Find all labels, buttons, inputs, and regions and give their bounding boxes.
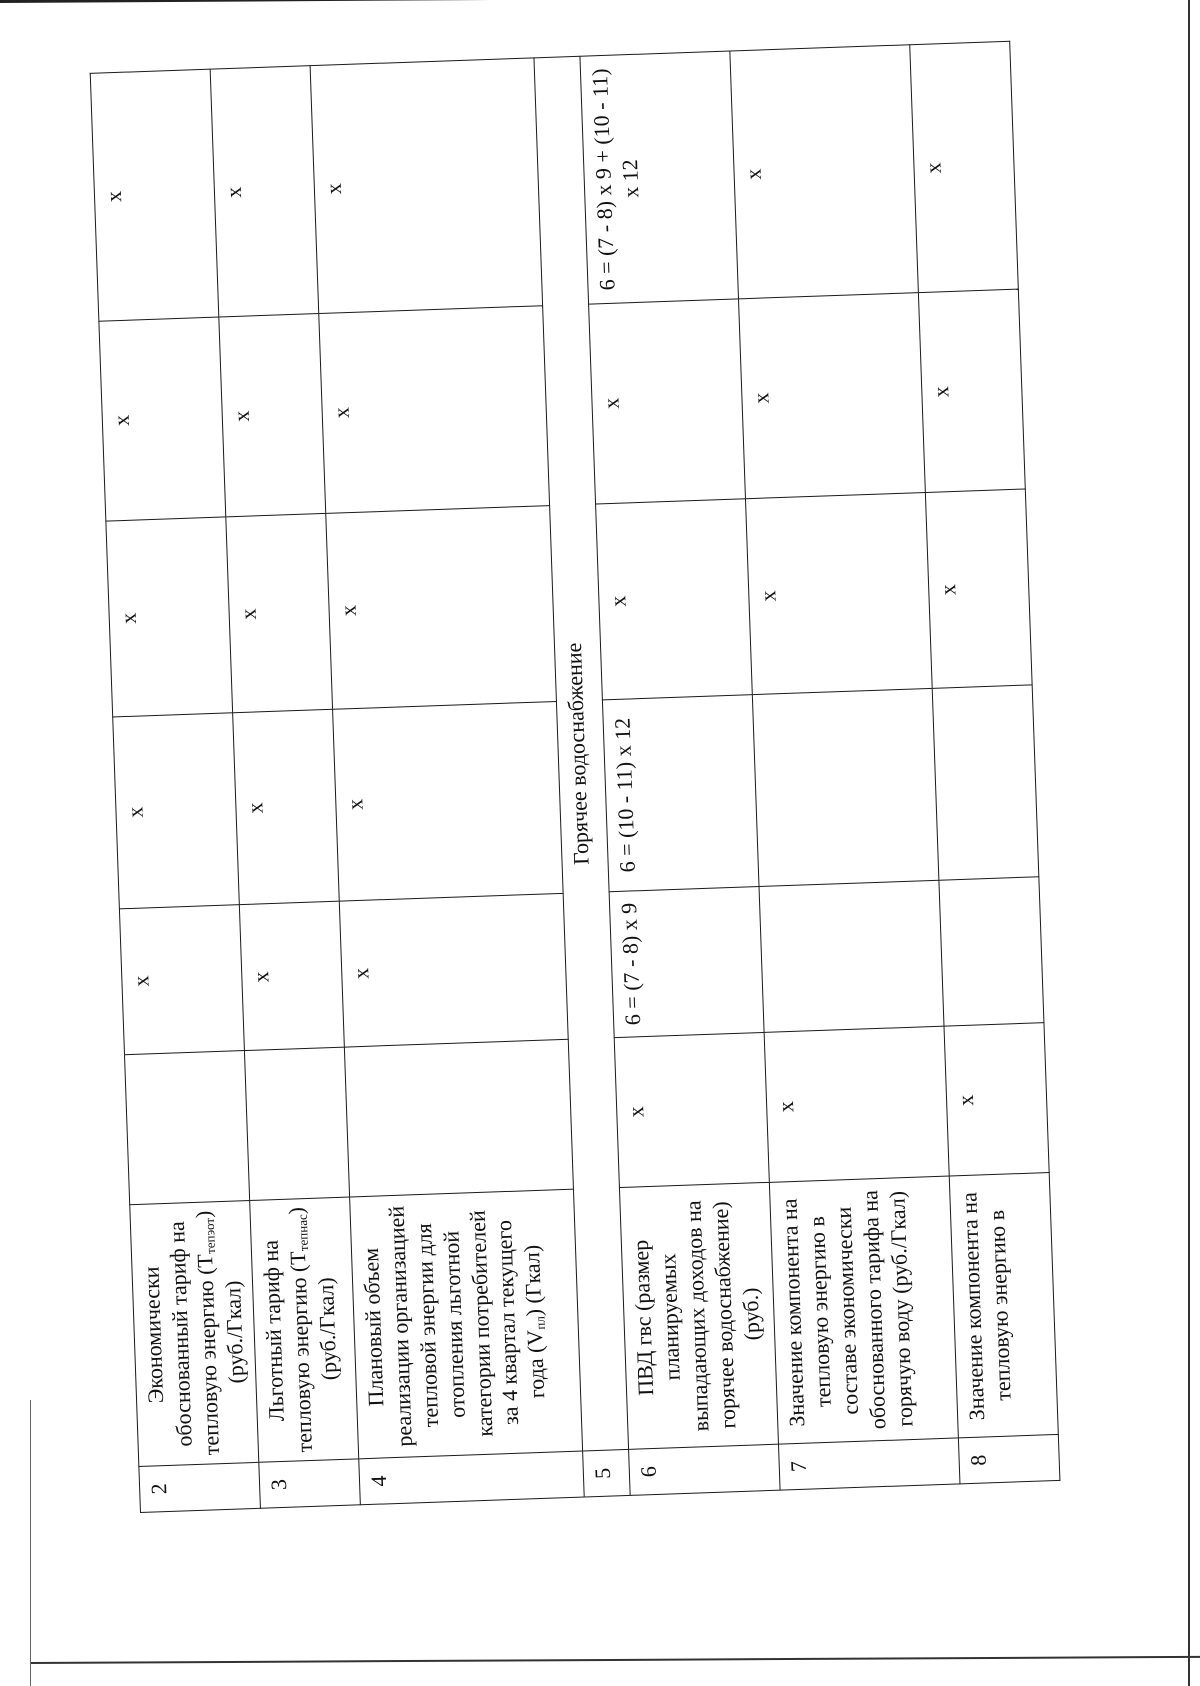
cell-col8: х — [90, 69, 219, 321]
cell-col4: х — [340, 893, 569, 1047]
cell-col6: х — [926, 489, 1033, 688]
cell-col3 — [124, 1051, 250, 1205]
cell-col5: х — [333, 701, 564, 901]
cell-col7: х — [589, 299, 746, 504]
cell-col4-formula: 6 = (7 - 8) х 9 — [609, 887, 764, 1038]
cell-col4 — [939, 877, 1044, 1026]
rotated-table-container — [90, 42, 1060, 1513]
section-title-hot-water: Горячее водоснабжение — [534, 56, 629, 1451]
cell-col7: х — [219, 314, 326, 517]
row-name-planned-volume: Плановый объем реализации организацией тепловой энергии для отопления льготной категории потребителей за 4 квартал текущего года $(V_{пл})$ (Гкал) — [350, 1189, 583, 1459]
row-name-preferential-tariff: Льготный тариф на тепловую энергию $(Т_{тепнас})$ (руб./Гкал) — [250, 1197, 359, 1462]
cell-col7: х — [99, 317, 226, 521]
cell-col6: х — [326, 506, 557, 710]
scan-edge-left — [30, 1400, 31, 1686]
cell-col3 — [345, 1039, 574, 1197]
scan-edge-top — [0, 0, 1200, 3]
cell-col6: х — [226, 513, 333, 712]
cell-col3: х — [615, 1032, 770, 1187]
cell-col6: х — [596, 499, 753, 700]
row-name-component-economic: Значение компонента на тепловую энергию в составе экономически обоснованного тарифа на горячую воду (руб./Гкал) — [770, 1176, 959, 1444]
cell-col5: х — [233, 709, 340, 904]
scan-edge-right — [1188, 0, 1190, 1686]
cell-col8: х — [910, 41, 1019, 292]
cell-col8-formula: 6 = (7 - 8) х 9 + (10 - 11) х 12 — [580, 51, 739, 304]
cell-col4: х — [240, 901, 345, 1050]
cell-col7: х — [919, 289, 1026, 492]
cell-col5 — [753, 688, 940, 886]
row-name-component-preferential: Значение компонента на тепловую энергию в — [950, 1173, 1059, 1438]
scan-edge-bottom — [30, 1656, 1200, 1664]
row-name-pvd-gvs: ПВД гвс (размер планируемых выпадающих доходов на горячее водоснабжение) (руб.) — [620, 1182, 779, 1449]
cell-col5-formula: 6 = (10 - 11) х 12 — [603, 695, 760, 892]
cell-col4 — [759, 880, 944, 1032]
cell-col3: х — [944, 1023, 1049, 1176]
row-number: 2 — [139, 1462, 261, 1512]
cell-col8: х — [210, 66, 319, 317]
row-number: 5 — [583, 1449, 631, 1497]
cell-col3 — [245, 1047, 350, 1200]
cell-col5: х — [113, 713, 240, 909]
row-number: 8 — [959, 1434, 1061, 1483]
cell-col3: х — [764, 1026, 949, 1182]
row-number: 6 — [629, 1444, 781, 1495]
cell-col5 — [933, 685, 1040, 880]
cell-col7: х — [319, 306, 550, 514]
cell-col7: х — [739, 293, 926, 499]
cell-col6: х — [106, 517, 233, 717]
row-number: 7 — [779, 1438, 960, 1490]
tariff-table — [90, 41, 1061, 1513]
row-name-economic-tariff: Экономически обоснованный тариф на тепловую энергию $(Т_{тепэот})$ (руб./Гкал) — [130, 1200, 259, 1466]
cell-col8: х — [310, 58, 543, 314]
row-number: 4 — [359, 1451, 584, 1505]
row-number: 3 — [259, 1459, 361, 1508]
cell-col6: х — [746, 492, 933, 694]
cell-col8: х — [730, 45, 919, 299]
cell-col4: х — [119, 905, 244, 1055]
